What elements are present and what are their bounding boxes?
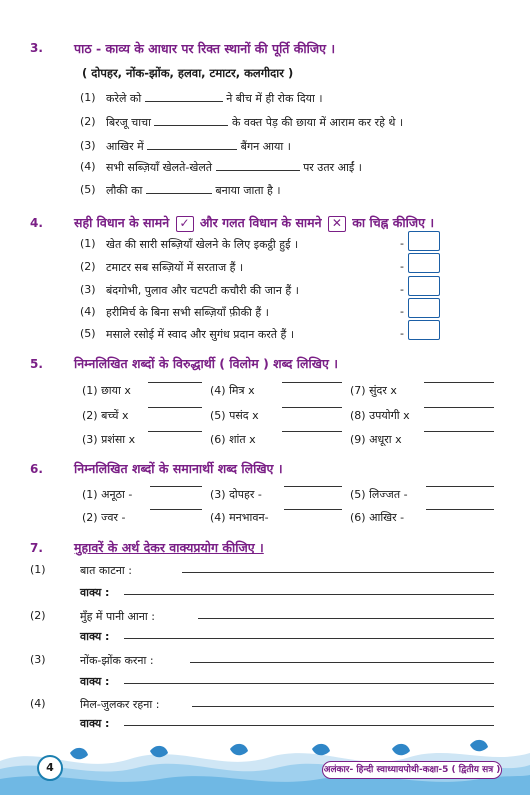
q4-item-3-label: (3)	[80, 283, 96, 296]
q6-item-5-line[interactable]	[426, 486, 494, 487]
q5-item-4: (4) मित्र x	[210, 384, 255, 397]
q5-item-8: (8) उपयोगी x	[350, 409, 410, 422]
q3-item-1-label: (1)	[80, 91, 96, 104]
q7-item-1-label: (1)	[30, 563, 46, 576]
q3-number: 3.	[30, 41, 43, 55]
q5-item-3-line[interactable]	[148, 431, 202, 432]
q5-item-4-line[interactable]	[282, 382, 342, 383]
q3-item-1-after: ने बीच में ही रोक दिया ।	[226, 92, 323, 105]
q5-item-1-line[interactable]	[148, 382, 202, 383]
q7-item-1-idiom: बात काटना :	[80, 564, 132, 577]
q3-item-3-before: आखिर में	[106, 140, 144, 153]
q4-item-1-dash: -	[400, 237, 404, 250]
q4-number: 4.	[30, 216, 43, 230]
q3-item-4-blank[interactable]	[216, 161, 300, 171]
q4-title-a: सही विधान के सामने	[74, 215, 170, 230]
q4-item-1-text: खेत की सारी सब्ज़ियाँ खेलने के लिए इकट्ठी हुई ।	[106, 238, 299, 251]
q4-item-4-answer-box[interactable]	[408, 298, 440, 318]
q4-item-3-dash: -	[400, 283, 404, 296]
q3-item-4-after: पर उतर आईं ।	[303, 161, 362, 174]
q5-item-1: (1) छाया x	[82, 384, 131, 397]
q7-item-1-meaning-line[interactable]	[182, 572, 494, 573]
q4-item-4-text: हरीमिर्च के बिना सभी सब्ज़ियाँ फ़ीकी हैं ।	[106, 306, 269, 319]
q3-item-2-label: (2)	[80, 115, 96, 128]
q5-item-6: (6) शांत x	[210, 433, 256, 446]
q4-item-5-dash: -	[400, 327, 404, 340]
q5-item-7-line[interactable]	[424, 382, 494, 383]
q4-item-2-label: (2)	[80, 260, 96, 273]
q3-item-3-after: बैंगन आया ।	[240, 140, 291, 153]
q4-item-3-answer-box[interactable]	[408, 276, 440, 296]
q7-item-4-sentence-line[interactable]	[124, 725, 494, 726]
q7-number: 7.	[30, 541, 43, 555]
page-number: 4	[37, 755, 63, 781]
q6-number: 6.	[30, 462, 43, 476]
q3-item-1-blank[interactable]	[145, 92, 223, 102]
q3-item-2-after: के वक्त पेड़ की छाया में आराम कर रहे थे ।	[231, 116, 404, 129]
q3-item-4-label: (4)	[80, 160, 96, 173]
q3-word-bank: ( दोपहर, नोंक-झोंक, हलवा, टमाटर, कलगीदार )	[82, 66, 294, 80]
q7-item-2-vakya: वाक्य :	[80, 630, 110, 643]
q4-title-c: का चिह्न कीजिए ।	[352, 215, 435, 230]
q3-title: पाठ - काव्य के आधार पर रिक्त स्थानों की पूर्ति कीजिए ।	[74, 41, 336, 56]
q5-item-5-line[interactable]	[282, 407, 342, 408]
q4-item-1-label: (1)	[80, 237, 96, 250]
q6-item-2-line[interactable]	[150, 509, 202, 510]
q6-item-4: (4) मनभावन-	[210, 511, 269, 524]
q6-item-3-line[interactable]	[284, 486, 342, 487]
q3-item-4	[106, 160, 362, 175]
q6-item-6: (6) आखिर -	[350, 511, 405, 524]
q3-item-5-blank[interactable]	[146, 184, 212, 194]
q7-item-4-idiom: मिल-जुलकर रहना :	[80, 698, 160, 711]
q7-item-2-meaning-line[interactable]	[198, 618, 494, 619]
cross-icon: ✕	[328, 216, 346, 232]
q3-item-5	[106, 183, 281, 198]
q4-title-b: और गलत विधान के सामने	[199, 215, 322, 230]
q7-title: मुहावरें के अर्थ देकर वाक्यप्रयोग कीजिए ।	[74, 540, 264, 555]
q5-item-2: (2) बच्चें x	[82, 409, 129, 422]
book-title-tag: अलंकार- हिन्दी स्वाध्यायपोथी-कक्षा-5 ( द्वितीय सत्र )	[322, 761, 502, 779]
q7-item-1-sentence-line[interactable]	[124, 594, 494, 595]
q4-item-5-answer-box[interactable]	[408, 320, 440, 340]
q6-item-2: (2) ज्वर -	[82, 511, 126, 524]
q3-item-2-before: बिरजू चाचा	[106, 116, 151, 129]
q7-item-3-idiom: नोंक-झोंक करना :	[80, 654, 154, 667]
q6-title: निम्नलिखित शब्दों के समानार्थी शब्द लिखिए ।	[74, 461, 283, 476]
q4-item-5-text: मसाले रसोई में स्वाद और सुगंध प्रदान करते हैं ।	[106, 328, 295, 341]
q5-item-3: (3) प्रशंसा x	[82, 433, 136, 446]
q3-item-4-before: सभी सब्ज़ियाँ खेलते-खेलते	[106, 161, 213, 174]
q4-item-1-answer-box[interactable]	[408, 231, 440, 251]
q4-item-4-dash: -	[400, 305, 404, 318]
q3-item-2-blank[interactable]	[154, 116, 228, 126]
q4-title	[74, 214, 434, 232]
q3-item-5-before: लौकी का	[106, 184, 143, 197]
q7-item-2-sentence-line[interactable]	[124, 638, 494, 639]
q7-item-4-vakya: वाक्य :	[80, 717, 110, 730]
q5-item-7: (7) सुंदर x	[350, 384, 397, 397]
q4-item-4-label: (4)	[80, 305, 96, 318]
q7-item-3-label: (3)	[30, 653, 46, 666]
q3-item-2	[106, 115, 403, 130]
q3-item-1	[106, 91, 323, 106]
q6-item-1: (1) अनूठा -	[82, 488, 133, 501]
q6-item-4-line[interactable]	[284, 509, 342, 510]
q5-item-2-line[interactable]	[148, 407, 202, 408]
q4-item-3-text: बंदगोभी, पुलाव और चटपटी कचौरी की जान हैं ।	[106, 284, 299, 297]
q5-number: 5.	[30, 357, 43, 371]
q5-title: निम्नलिखित शब्दों के विरुद्धार्थी ( विलोम ) शब्द लिखिए ।	[74, 356, 338, 371]
q7-item-3-sentence-line[interactable]	[124, 683, 494, 684]
q6-item-5: (5) लिज्जत -	[350, 488, 408, 501]
q3-item-3-label: (3)	[80, 139, 96, 152]
q5-item-9-line[interactable]	[424, 431, 494, 432]
q7-item-2-idiom: मुँह में पानी आना :	[80, 610, 155, 623]
q7-item-4-label: (4)	[30, 697, 46, 710]
q7-item-3-vakya: वाक्य :	[80, 675, 110, 688]
q3-item-3-blank[interactable]	[147, 140, 237, 150]
q7-item-4-meaning-line[interactable]	[192, 706, 494, 707]
q6-item-3: (3) दोपहर -	[210, 488, 262, 501]
q7-item-2-label: (2)	[30, 609, 46, 622]
q5-item-6-line[interactable]	[282, 431, 342, 432]
q5-item-9: (9) अधूरा x	[350, 433, 402, 446]
q4-item-2-answer-box[interactable]	[408, 253, 440, 273]
q3-item-3	[106, 139, 291, 154]
q7-item-3-meaning-line[interactable]	[190, 662, 494, 663]
q3-item-1-before: करेले को	[106, 92, 142, 105]
q5-item-5: (5) पसंद x	[210, 409, 259, 422]
q5-item-8-line[interactable]	[424, 407, 494, 408]
q3-item-5-after: बनाया जाता है ।	[215, 184, 281, 197]
q4-item-5-label: (5)	[80, 327, 96, 340]
tick-icon: ✓	[176, 216, 194, 232]
q7-item-1-vakya: वाक्य :	[80, 586, 110, 599]
q6-item-1-line[interactable]	[150, 486, 202, 487]
q4-item-2-dash: -	[400, 260, 404, 273]
q6-item-6-line[interactable]	[426, 509, 494, 510]
q4-item-2-text: टमाटर सब सब्ज़ियों में सरताज हैं ।	[106, 261, 244, 274]
q3-item-5-label: (5)	[80, 183, 96, 196]
